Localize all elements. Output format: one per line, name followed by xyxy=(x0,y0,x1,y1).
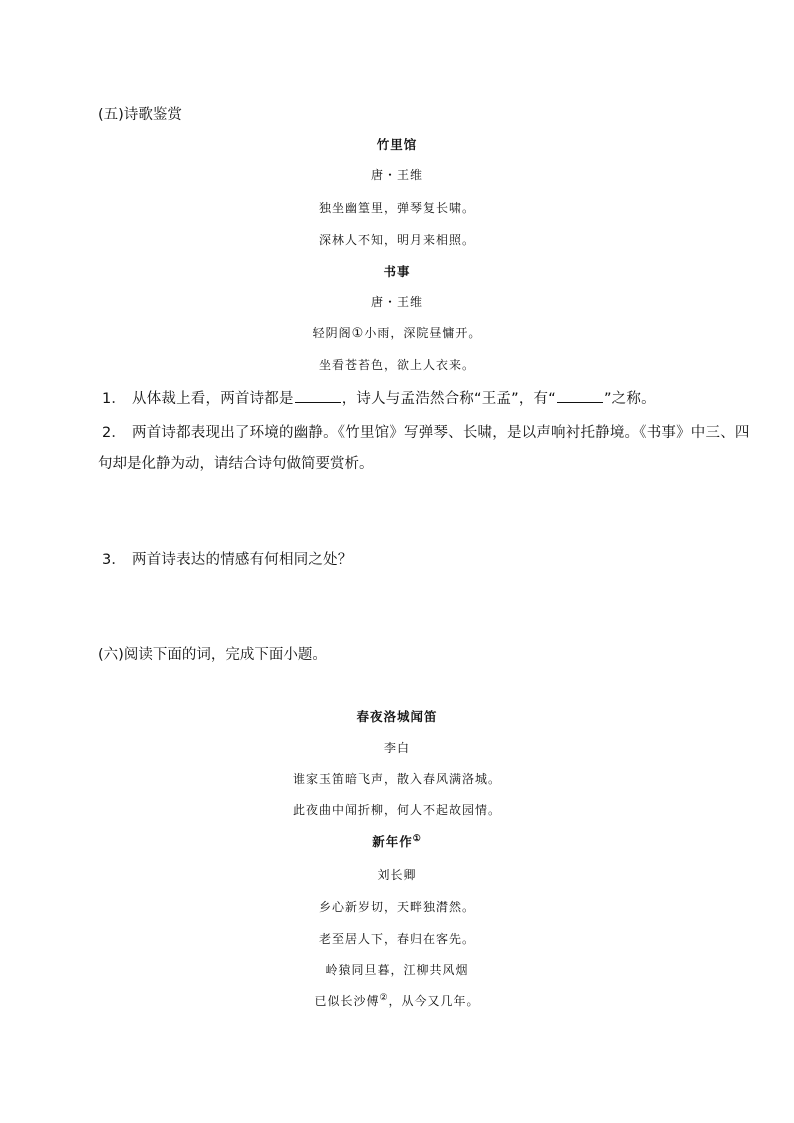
question-2-continued: 句却是化静为动，请结合诗句做简要赏析。 xyxy=(98,456,374,472)
poem-line: 老至居人下，春归在客先。 xyxy=(318,932,475,946)
section-6-heading: (六)阅读下面的词，完成下面小题。 xyxy=(98,647,327,663)
poem-title-text: 新年作 xyxy=(372,834,413,849)
poem-line: 深林人不知，明月来相照。 xyxy=(318,233,475,247)
poem-line-text: 小雨，深院昼慵开。 xyxy=(364,326,482,340)
poem-author: 李白 xyxy=(383,741,410,755)
answer-blank[interactable] xyxy=(557,390,603,403)
poem-author: 唐・王维 xyxy=(370,295,423,309)
answer-blank[interactable] xyxy=(295,390,341,403)
poem-author: 刘长卿 xyxy=(377,868,417,882)
question-3 xyxy=(98,548,353,569)
poem-line: 乡心新岁切，天畔独潸然。 xyxy=(318,900,475,914)
poem-line xyxy=(0,992,794,1009)
question-2 xyxy=(98,421,750,442)
footnote-mark: ① xyxy=(351,326,365,341)
poem-title-xinnianzuo xyxy=(0,832,794,850)
poem-title-zhuliguan: 竹里馆 xyxy=(376,137,418,152)
poem-title-chunye: 春夜洛城闻笛 xyxy=(356,709,438,724)
question-text: ”之称。 xyxy=(603,391,656,407)
question-number: 3． xyxy=(102,552,127,568)
poem-line-text: ，从今又几年。 xyxy=(388,994,480,1008)
poem-line xyxy=(0,324,794,341)
poem-title-shushi: 书事 xyxy=(383,264,411,279)
question-number: 1． xyxy=(102,391,127,407)
poem-line: 谁家玉笛暗飞声，散入春风满洛城。 xyxy=(292,772,501,786)
footnote-mark: ① xyxy=(412,833,422,844)
question-1 xyxy=(98,387,656,408)
poem-author: 唐・王维 xyxy=(370,168,423,182)
footnote-mark: ② xyxy=(379,993,389,1003)
section-5-heading: (五)诗歌鉴赏 xyxy=(98,107,182,123)
poem-line: 岭猿同旦暮，江柳共风烟 xyxy=(325,963,469,977)
poem-line-text: 已似长沙傅 xyxy=(314,994,380,1008)
question-text: 两首诗都表现出了环境的幽静。《竹里馆》写弹琴、长啸，是以声响衬托静境。《书事》中三、四 xyxy=(132,425,750,441)
poem-line: 独坐幽篁里，弹琴复长啸。 xyxy=(318,201,475,215)
poem-line-text: 轻阴阁 xyxy=(312,326,352,340)
question-text: 两首诗表达的情感有何相同之处？ xyxy=(132,552,353,568)
poem-line: 坐看苍苔色，欲上人衣来。 xyxy=(318,358,475,372)
question-text: ，诗人与孟浩然合称“王孟”，有“ xyxy=(341,391,556,407)
question-text: 从体裁上看，两首诗都是 xyxy=(132,391,294,407)
question-number: 2． xyxy=(102,425,127,441)
poem-line: 此夜曲中闻折柳，何人不起故园情。 xyxy=(292,803,501,817)
